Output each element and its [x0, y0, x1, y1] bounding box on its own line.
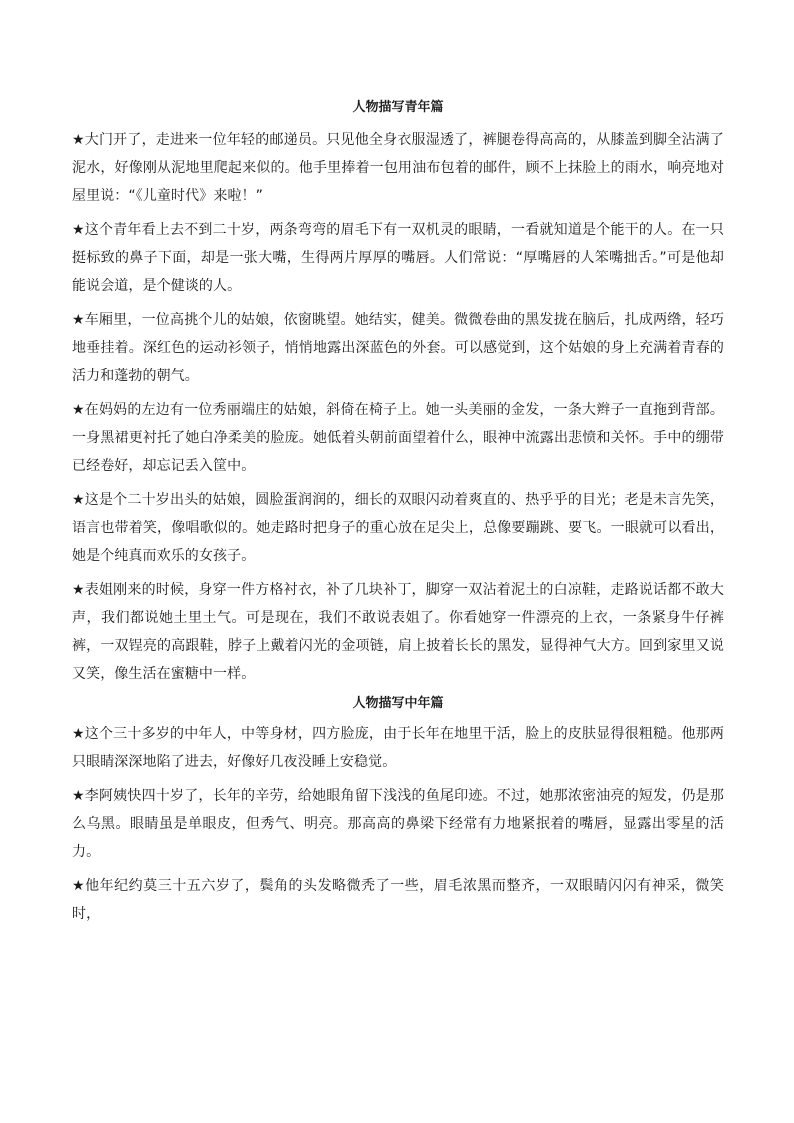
paragraph: ★在妈妈的左边有一位秀丽端庄的姑娘，斜倚在椅子上。她一头美丽的金发，一条大辫子一直拖到背部。一身黑裙更衬托了她白净柔美的脸庞。她低着头朝前面望着什么，眼神中流露出悲愤和关怀。手中的绷带已经卷好，却忘记丢入筐中。 — [72, 402, 724, 474]
paragraph: ★这个三十多岁的中年人，中等身材，四方脸庞，由于长年在地里干活，脸上的皮肤显得很粗糙。他那两只眼睛深深地陷了进去，好像好几夜没睡上安稳觉。 — [72, 726, 724, 770]
paragraph: ★这是个二十岁出头的姑娘，圆脸蛋润润的，细长的双眼闪动着爽直的、热乎乎的目光；老是未言先笑，语言也带着笑，像唱歌似的。她走路时把身子的重心放在足尖上，总像要蹦跳、要飞。一眼就可以看出，她是个纯真而欢乐的女孩子。 — [72, 492, 724, 564]
paragraph: ★车厢里，一位高挑个儿的姑娘，依窗眺望。她结实，健美。微微卷曲的黑发拢在脑后，扎成两绺，轻巧地垂挂着。深红色的运动衫领子，悄悄地露出深蓝色的外套。可以感觉到，这个姑娘的身上充满着青春的活力和蓬勃的朝气。 — [72, 312, 724, 384]
document-page — [72, 98, 724, 934]
paragraph: ★表姐刚来的时候，身穿一件方格衬衣，补了几块补丁，脚穿一双沾着泥土的白凉鞋，走路说话都不敢大声，我们都说她土里土气。可是现在，我们不敢说表姐了。你看她穿一件漂亮的上衣，一条紧身牛仔裤裤，一双锃亮的高跟鞋，脖子上戴着闪光的金项链，肩上披着长长的黑发，显得神气大方。回到家里又说又笑，像生活在蜜糖中一样。 — [72, 582, 724, 682]
section-title-middle-age: 人物描写中年篇 — [352, 696, 444, 711]
section-title-youth: 人物描写青年篇 — [352, 100, 444, 115]
paragraph: ★这个青年看上去不到二十岁，两条弯弯的眉毛下有一双机灵的眼睛，一看就知道是个能干的人。在一只挺标致的鼻子下面，却是一张大嘴，生得两片厚厚的嘴唇。人们常说：“厚嘴唇的人笨嘴拙舌。”可是他却能说会道，是个健谈的人。 — [72, 222, 724, 294]
paragraph: ★李阿姨快四十岁了，长年的辛劳，给她眼角留下浅浅的鱼尾印迹。不过，她那浓密油亮的短发，仍是那么乌黑。眼睛虽是单眼皮，但秀气、明亮。那高高的鼻梁下经常有力地紧抿着的嘴唇，显露出零星的活力。 — [72, 788, 724, 860]
paragraph: ★大门开了，走进来一位年轻的邮递员。只见他全身衣服湿透了，裤腿卷得高高的，从膝盖到脚全沾满了泥水，好像刚从泥地里爬起来似的。他手里捧着一包用油布包着的邮件，顾不上抹脸上的雨水，响亮地对屋里说：“《儿童时代》来啦！” — [72, 132, 724, 204]
paragraph: ★他年纪约莫三十五六岁了，鬓角的头发略微秃了一些，眉毛浓黑而整齐，一双眼睛闪闪有神采，微笑时， — [72, 878, 724, 922]
